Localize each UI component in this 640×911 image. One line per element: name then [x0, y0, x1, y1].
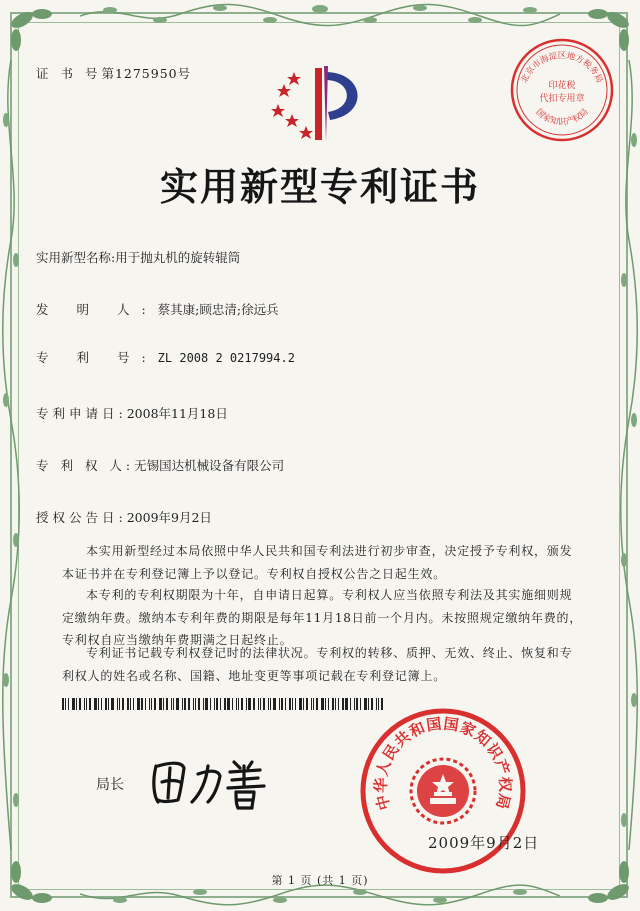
paragraph-1: [62, 540, 600, 585]
patent-office-logo: [270, 64, 380, 144]
svg-text:中华人民共和国国家知识产权局: 中华人民共和国国家知识产权局: [371, 714, 515, 813]
barcode-bar: [203, 698, 204, 710]
barcode-bar: [292, 698, 293, 710]
svg-text:国家知识产权局: 国家知识产权局: [533, 107, 591, 128]
barcode-bar: [195, 698, 196, 710]
utility-model-name-row: [36, 248, 240, 266]
barcode-bar: [130, 698, 131, 710]
paragraph-2-line: 定缴纳年费。缴纳本专利年费的期限是每年11月18日前一个月内。未按照规定缴纳年费的，: [62, 610, 583, 625]
barcode-bar: [176, 698, 179, 710]
barcode-bar: [345, 698, 348, 710]
barcode-bar: [236, 698, 237, 710]
barcode-bar: [268, 698, 269, 710]
barcode-bar: [101, 698, 102, 710]
barcode-bar: [72, 698, 75, 710]
barcode-bar: [159, 698, 162, 710]
inventors-value: 蔡其康;顾忠清;徐远兵: [157, 302, 279, 317]
barcode-bar: [214, 698, 215, 710]
barcode-bar: [220, 698, 221, 710]
barcode-bar: [342, 698, 344, 710]
barcode-bar: [311, 698, 312, 710]
barcode-bar: [149, 698, 150, 710]
paragraph-2-line: 专利权自应当缴纳年费期满之日起终止。: [62, 633, 293, 647]
barcode-bar: [182, 698, 183, 710]
patent-number-row: [36, 348, 295, 366]
barcode-bar: [224, 698, 226, 710]
barcode-bar: [117, 698, 118, 710]
paragraph-1-line: 本证书并在专利登记簿上予以登记。专利权自授权公告之日起生效。: [62, 566, 447, 581]
barcode-bar: [98, 698, 99, 710]
barcode-bar: [246, 698, 247, 710]
barcode-bar: [62, 698, 64, 710]
patentee-label: 专 利 权 人:: [36, 458, 135, 473]
barcode-bar: [316, 698, 318, 710]
barcode-bar: [295, 698, 296, 710]
barcode-bar: [335, 698, 336, 710]
inventors-row: [36, 300, 279, 318]
barcode-bar: [198, 698, 200, 710]
corner-ornament-top-left: [2, 2, 72, 62]
grant-date-value: 2009年9月2日: [126, 510, 212, 525]
barcode-bar: [270, 698, 271, 710]
paragraph-2-line: 本专利的专利权期限为十年，自申请日起算。专利权人应当依照专利法及其实施细则规: [86, 588, 573, 602]
barcode-bar: [188, 698, 190, 710]
svg-text:北京市海淀区地方税务局: 北京市海淀区地方税务局: [519, 51, 605, 85]
barcode-bar: [119, 698, 120, 710]
page-footer: 第 1 页 (共 1 页): [271, 874, 369, 887]
filing-date-row: [36, 404, 228, 422]
barcode-bar: [127, 698, 129, 710]
top-vine-ornament: [80, 0, 560, 30]
barcode-bar: [328, 698, 329, 710]
barcode-bar: [281, 698, 283, 710]
issue-date: 2009年9月2日: [428, 834, 540, 852]
barcode-bar: [184, 698, 186, 710]
grant-date-row: [36, 508, 212, 526]
barcode-bar: [289, 698, 291, 710]
inventors-label: 发 明 人:: [36, 302, 158, 317]
barcode-bar: [241, 698, 243, 710]
barcode-bar: [273, 698, 276, 710]
patentee-row: [36, 456, 284, 474]
utility-model-name-label: 实用新型名称:: [36, 250, 116, 265]
barcode-bar: [263, 698, 265, 710]
certificate-number-label: 证 书 号: [36, 66, 102, 81]
barcode-bar: [171, 698, 172, 710]
barcode-bar: [193, 698, 194, 710]
barcode-bar: [306, 698, 308, 710]
barcode-bar: [248, 698, 251, 710]
barcode-bar: [84, 698, 85, 710]
patentee-value: 无锡国达机械设备有限公司: [134, 458, 285, 473]
barcode-bar: [89, 698, 91, 710]
barcode-bar: [216, 698, 218, 710]
barcode-bar: [122, 698, 124, 710]
patent-number-label: 专 利 号:: [36, 350, 158, 365]
barcode-bar: [210, 698, 211, 710]
filing-date-label: 专利申请日:: [36, 406, 127, 421]
barcode-bar: [79, 698, 81, 710]
certificate-number-value: 第1275950号: [101, 66, 192, 81]
barcode-bar: [137, 698, 140, 710]
director-signature: [148, 752, 288, 812]
barcode-bar: [154, 698, 156, 710]
barcode-bar: [260, 698, 261, 710]
barcode-bar: [227, 698, 230, 710]
barcode-bar: [133, 698, 134, 710]
barcode-bar: [338, 698, 339, 710]
barcode-bar: [108, 698, 109, 710]
svg-text:代扣专用章: 代扣专用章: [539, 94, 585, 104]
barcode-bar: [94, 698, 97, 710]
barcode-bar: [313, 698, 314, 710]
paragraph-1-line: 本实用新型经过本局依照中华人民共和国专利法进行初步审查，决定授予专利权，颁发: [86, 544, 573, 558]
barcode-bar: [145, 698, 146, 710]
barcode-bar: [332, 698, 334, 710]
paragraph-3-line: 利权人的姓名或名称、国籍、地址变更等事项记载在专利登记簿上。: [62, 668, 447, 683]
certificate-title: 实用新型专利证书: [159, 164, 480, 209]
barcode-bar: [354, 698, 355, 710]
barcode-bar: [86, 698, 87, 710]
barcode-bar: [350, 698, 351, 710]
barcode-bar: [205, 698, 208, 710]
barcode-bar: [65, 698, 66, 710]
utility-model-name-value: 用于抛丸机的旋转辊筒: [115, 250, 241, 265]
paragraph-3: [62, 642, 600, 687]
barcode-bar: [141, 698, 143, 710]
barcode-bar: [173, 698, 174, 710]
barcode-bar: [163, 698, 164, 710]
barcode-bar: [258, 698, 259, 710]
barcode-bar: [166, 698, 168, 710]
patent-number-value: ZL 2008 2 0217994.2: [157, 351, 295, 365]
barcode-bar: [279, 698, 280, 710]
barcode-bar: [151, 698, 152, 710]
barcode-bar: [111, 698, 114, 710]
barcode-bar: [321, 698, 324, 710]
barcode-bar: [299, 698, 302, 710]
filing-date-value: 2008年11月18日: [126, 406, 228, 421]
tax-stamp: [508, 36, 616, 144]
barcode-bar: [76, 698, 77, 710]
certificate-number: [36, 64, 191, 82]
barcode-bar: [232, 698, 233, 710]
barcode-bar: [285, 698, 286, 710]
barcode-bar: [68, 698, 69, 710]
barcode-bar: [303, 698, 304, 710]
svg-text:印花税: 印花税: [548, 81, 576, 91]
barcode-bar: [253, 698, 255, 710]
barcode-bar: [105, 698, 107, 710]
paragraph-3-line: 专利证书记载专利权登记时的法律状况。专利权的转移、质押、无效、终止、恢复和专: [86, 646, 573, 660]
barcode-bar: [325, 698, 326, 710]
barcode-bar: [238, 698, 239, 710]
grant-date-label: 授权公告日:: [36, 510, 127, 525]
director-label: 局长: [96, 777, 124, 793]
